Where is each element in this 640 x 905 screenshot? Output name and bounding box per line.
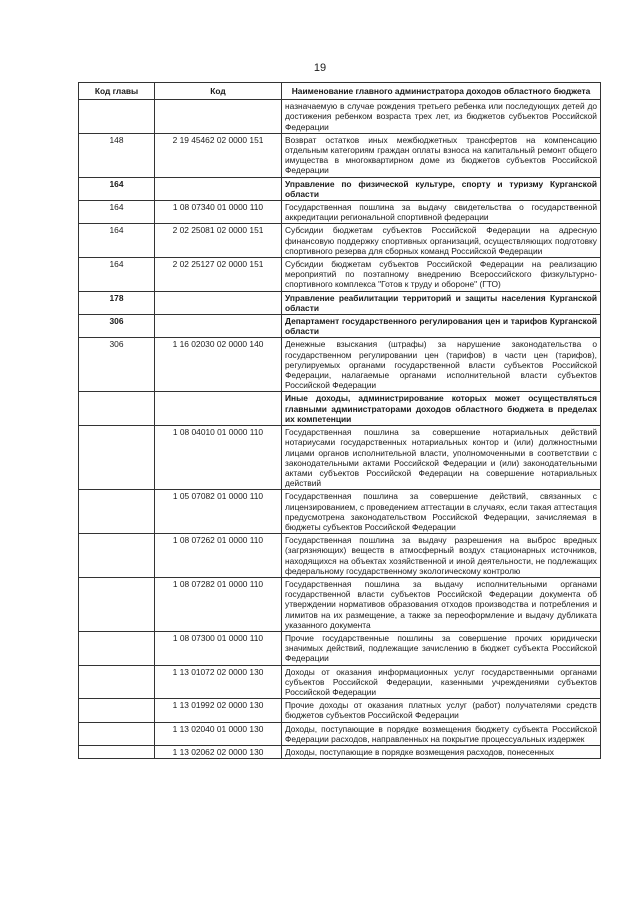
code-cell: 1 08 07340 01 0000 110 (155, 201, 282, 224)
name-cell: Государственная пошлина за совершение действий, связанных с лицензированием, с проведением аттестации в случаях, если такая аттестация предусмотрена законодательством Российской Федерации, зачисляемая в бюджеты субъектов Российской Федерации (282, 490, 601, 534)
page-number: 19 (313, 62, 327, 74)
name-cell: Доходы от оказания информационных услуг государственными органами субъектов Российской Федерации, казенными учреждениями субъектов Российской Федерации (282, 665, 601, 699)
code-cell: 2 02 25127 02 0000 151 (155, 258, 282, 292)
name-cell: Управление реабилитации территорий и защиты населения Курганской области (282, 291, 601, 314)
chapter-cell: 164 (79, 201, 155, 224)
chapter-cell (79, 745, 155, 758)
code-cell: 1 08 07262 01 0000 110 (155, 534, 282, 578)
revenue-admin-table (78, 82, 601, 759)
name-cell: Субсидии бюджетам субъектов Российской Федерации на адресную финансовую поддержку спортивных организаций, осуществляющих подготовку спортивного резерва для сборных команд Российской Федерации (282, 224, 601, 258)
table-header-row (79, 83, 601, 100)
table-row (79, 258, 601, 292)
name-cell: Прочие доходы от оказания платных услуг (работ) получателями средств бюджетов субъектов Российской Федерации (282, 699, 601, 722)
table-row-section (79, 315, 601, 338)
chapter-cell (79, 722, 155, 745)
name-cell: Государственная пошлина за выдачу свидетельства о государственной аккредитации региональной спортивной федерации (282, 201, 601, 224)
code-cell (155, 315, 282, 338)
name-cell: назначаемую в случае рождения третьего ребенка или последующих детей до достижения ребенком возраста трех лет, из бюджетов субъектов Российской Федерации (282, 100, 601, 134)
code-cell: 1 08 07300 01 0000 110 (155, 631, 282, 665)
table-row (79, 100, 601, 134)
name-cell: Иные доходы, администрирование которых может осуществляться главными администраторами доходов областного бюджета в пределах их компетенции (282, 392, 601, 426)
chapter-cell (79, 699, 155, 722)
name-cell: Управление по физической культуре, спорту и туризму Курганской области (282, 177, 601, 200)
code-cell: 1 16 02030 02 0000 140 (155, 338, 282, 392)
table-row (79, 745, 601, 758)
code-cell: 1 13 01072 02 0000 130 (155, 665, 282, 699)
table-row (79, 224, 601, 258)
code-cell: 1 05 07082 01 0000 110 (155, 490, 282, 534)
chapter-cell: 164 (79, 258, 155, 292)
table-row (79, 722, 601, 745)
code-cell: 2 19 45462 02 0000 151 (155, 133, 282, 177)
code-cell: 1 08 07282 01 0000 110 (155, 577, 282, 631)
chapter-cell: 148 (79, 133, 155, 177)
chapter-cell: 306 (79, 338, 155, 392)
name-cell: Возврат остатков иных межбюджетных трансфертов на компенсацию отдельным категориям граждан оплаты взноса на капитальный ремонт общего имущества в многоквартирном доме из бюджетов субъектов Российской Федерации (282, 133, 601, 177)
name-cell: Прочие государственные пошлины за совершение прочих юридически значимых действий, подлежащие зачислению в бюджет субъекта Российской Федерации (282, 631, 601, 665)
code-cell (155, 291, 282, 314)
chapter-cell (79, 490, 155, 534)
chapter-cell (79, 631, 155, 665)
chapter-cell (79, 100, 155, 134)
table-row (79, 490, 601, 534)
chapter-cell: 306 (79, 315, 155, 338)
chapter-cell: 164 (79, 177, 155, 200)
chapter-cell: 178 (79, 291, 155, 314)
name-cell: Доходы, поступающие в порядке возмещения расходов, понесенных (282, 745, 601, 758)
name-cell: Доходы, поступающие в порядке возмещения бюджету субъекта Российской Федерации расходов, направленных на покрытие процессуальных издержек (282, 722, 601, 745)
code-cell: 1 13 01992 02 0000 130 (155, 699, 282, 722)
name-cell: Денежные взыскания (штрафы) за нарушение законодательства о государственном регулировании цен (тарифов) в части цен (тарифов), регулируемых органами государственной власти субъектов Российской Федерации, налагаемые органами исполнительной власти субъектов Российской Федерации (282, 338, 601, 392)
code-cell (155, 392, 282, 426)
table-row-section (79, 392, 601, 426)
table-row (79, 631, 601, 665)
code-cell (155, 100, 282, 134)
chapter-cell: 164 (79, 224, 155, 258)
header-code: Код (155, 83, 282, 100)
chapter-cell (79, 426, 155, 490)
header-chapter-code: Код главы (79, 83, 155, 100)
table-row (79, 426, 601, 490)
name-cell: Департамент государственного регулирования цен и тарифов Курганской области (282, 315, 601, 338)
table-row-section (79, 177, 601, 200)
table-row (79, 534, 601, 578)
chapter-cell (79, 665, 155, 699)
table-row (79, 201, 601, 224)
chapter-cell (79, 534, 155, 578)
table-row (79, 577, 601, 631)
table-row (79, 665, 601, 699)
code-cell: 2 02 25081 02 0000 151 (155, 224, 282, 258)
table-row-section (79, 291, 601, 314)
code-cell: 1 13 02040 01 0000 130 (155, 722, 282, 745)
table-row (79, 338, 601, 392)
name-cell: Государственная пошлина за выдачу исполнительными органами государственной власти субъектов Российской Федерации документа об утверждении нормативов образования отходов производства и потребления и лимитов на их размещение, а также за переоформление и выдачу дубликата указанного документа (282, 577, 601, 631)
chapter-cell (79, 392, 155, 426)
table-row (79, 133, 601, 177)
header-admin-name: Наименование главного администратора доходов областного бюджета (282, 83, 601, 100)
table-row (79, 699, 601, 722)
code-cell: 1 13 02062 02 0000 130 (155, 745, 282, 758)
name-cell: Государственная пошлина за выдачу разрешения на выброс вредных (загрязняющих) веществ в атмосферный воздух стационарных источников, находящихся на объектах хозяйственной и иной деятельности, не подлежащих федеральному государственному экологическому контролю (282, 534, 601, 578)
name-cell: Государственная пошлина за совершение нотариальных действий нотариусами государственных нотариальных контор и (или) должностными лицами органов исполнительной власти, уполномоченными в соответствии с законодательными актами Российской Федерации и (или) законодательными актами субъектов Российской Федерации на совершение нотариальных действий (282, 426, 601, 490)
code-cell (155, 177, 282, 200)
name-cell: Субсидии бюджетам субъектов Российской Федерации на реализацию мероприятий по поэтапному внедрению Всероссийского физкультурно-спортивного комплекса "Готов к труду и обороне" (ГТО) (282, 258, 601, 292)
code-cell: 1 08 04010 01 0000 110 (155, 426, 282, 490)
chapter-cell (79, 577, 155, 631)
